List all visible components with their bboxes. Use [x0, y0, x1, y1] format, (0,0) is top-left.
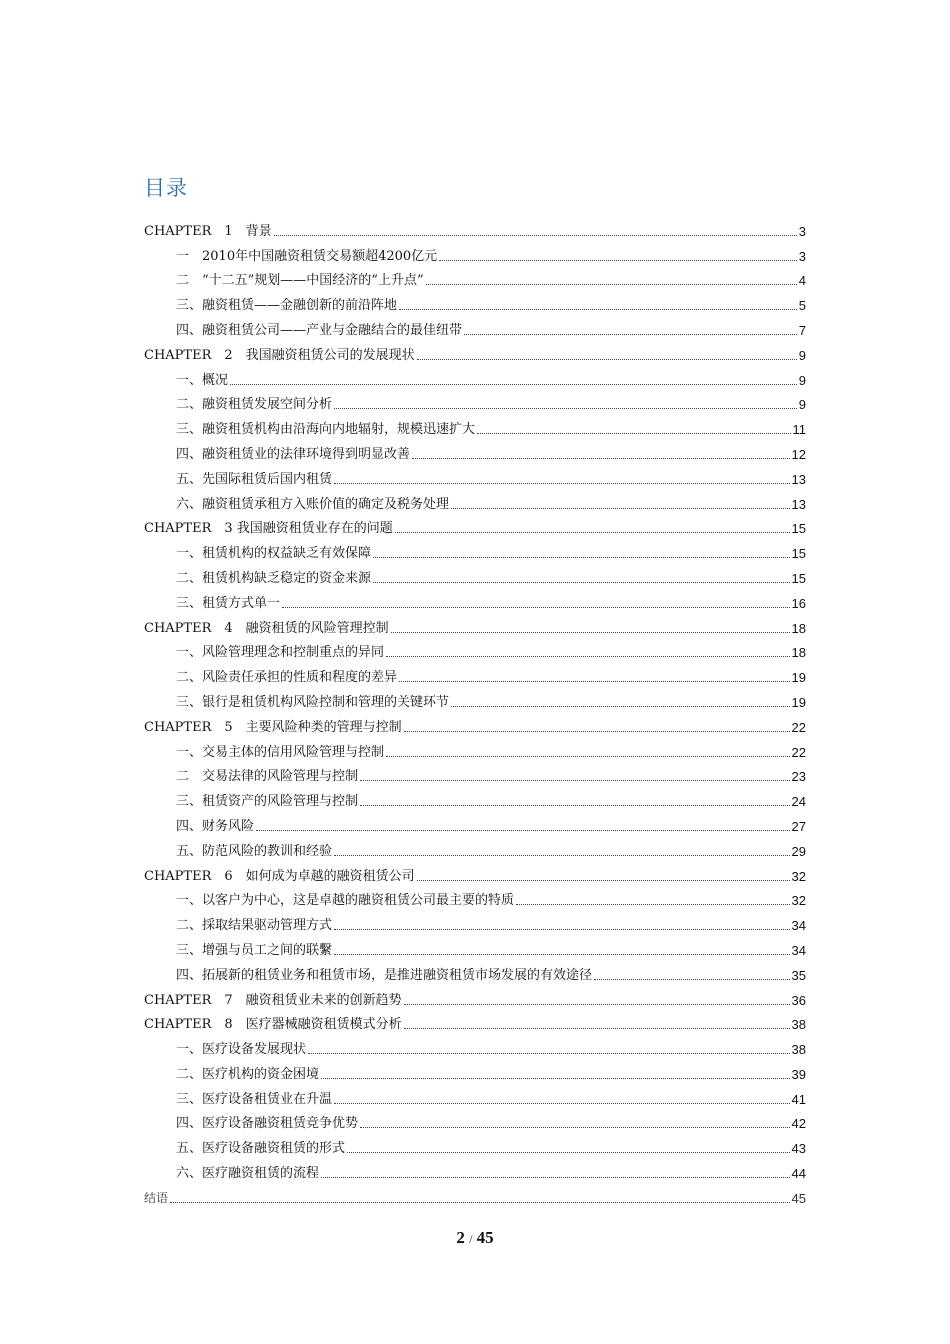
toc-page-number: 43 [791, 1141, 806, 1157]
toc-entry-label: CHAPTER 1 背景 [144, 223, 272, 239]
toc-dot-leader [360, 779, 790, 781]
toc-dot-leader [308, 1052, 790, 1054]
toc-section-row[interactable] [144, 736, 806, 761]
toc-section-row[interactable] [144, 1033, 806, 1058]
toc-entry-label: 二、融资租赁发展空间分析 [176, 397, 333, 413]
toc-dot-leader [334, 928, 790, 930]
toc-entry-label: 三、融资租赁机构由沿海向内地辐射，规模迅速扩大 [176, 422, 476, 438]
toc-page-number: 9 [798, 397, 806, 413]
toc-page-number: 23 [791, 769, 806, 785]
toc-chapter-row[interactable] [144, 339, 806, 364]
toc-section-row[interactable] [144, 835, 806, 860]
toc-dot-leader [391, 631, 790, 633]
toc-entry-label: 四、医疗设备融资租赁竞争优势 [176, 1116, 359, 1132]
toc-section-row[interactable] [144, 810, 806, 835]
toc-section-row[interactable] [144, 1157, 806, 1182]
toc-section-row[interactable] [144, 413, 806, 438]
toc-page-number: 3 [798, 248, 806, 264]
toc-dot-leader [417, 358, 797, 360]
toc-section-row[interactable] [144, 761, 806, 786]
toc-section-row[interactable] [144, 1058, 806, 1083]
toc-dot-leader [404, 1003, 790, 1005]
toc-page-number: 18 [791, 620, 806, 636]
toc-dot-leader [464, 333, 797, 335]
toc-entry-label: 三、银行是租赁机构风险控制和管理的关键环节 [176, 694, 450, 710]
toc-page-number: 41 [791, 1091, 806, 1107]
toc-page-number: 15 [791, 546, 806, 562]
toc-section-row[interactable] [144, 661, 806, 686]
toc-page-number: 18 [791, 645, 806, 661]
toc-entry-label: 四、融资租赁业的法律环境得到明显改善 [176, 446, 411, 462]
toc-dot-leader [412, 457, 790, 459]
toc-conclusion-row[interactable] [144, 1182, 806, 1207]
toc-page-number: 45 [791, 1190, 806, 1206]
toc-entry-label: 六、医疗融资租赁的流程 [176, 1166, 320, 1182]
toc-entry-label: 二 交易法律的风险管理与控制 [176, 769, 359, 785]
toc-dot-leader [439, 259, 797, 261]
toc-entry-label: 二、风险责任承担的性质和程度的差异 [176, 670, 398, 686]
toc-entry-label: 四、拓展新的租赁业务和租赁市场，是推进融资租赁市场发展的有效途径 [176, 967, 593, 983]
toc-dot-leader [170, 1201, 790, 1203]
toc-entry-label: CHAPTER 8 医疗器械融资租赁模式分析 [144, 1017, 402, 1033]
table-of-contents [144, 215, 806, 1207]
toc-chapter-row[interactable] [144, 1009, 806, 1034]
toc-heading: 目录 [144, 176, 188, 200]
toc-section-row[interactable] [144, 488, 806, 513]
toc-section-row[interactable] [144, 909, 806, 934]
toc-page-number: 16 [791, 595, 806, 611]
toc-page-number: 35 [791, 967, 806, 983]
toc-section-row[interactable] [144, 265, 806, 290]
toc-page-number: 3 [798, 223, 806, 239]
toc-section-row[interactable] [144, 686, 806, 711]
toc-entry-label: 一 2010年中国融资租赁交易额超4200亿元 [176, 248, 438, 264]
toc-entry-label: 一、医疗设备发展现状 [176, 1042, 307, 1058]
toc-entry-label: 结语 [144, 1190, 169, 1205]
toc-dot-leader [417, 879, 790, 881]
toc-dot-leader [399, 680, 790, 682]
toc-dot-leader [334, 1102, 790, 1104]
toc-entry-label: 二、租赁机构缺乏稳定的资金来源 [176, 570, 372, 586]
toc-section-row[interactable] [144, 240, 806, 265]
toc-dot-leader [347, 1151, 790, 1153]
toc-section-row[interactable] [144, 389, 806, 414]
toc-chapter-row[interactable] [144, 860, 806, 885]
toc-dot-leader [321, 1077, 790, 1079]
toc-section-row[interactable] [144, 885, 806, 910]
toc-entry-label: CHAPTER 3 我国融资租赁业存在的问题 [144, 521, 393, 537]
toc-page-number: 34 [791, 918, 806, 934]
toc-section-row[interactable] [144, 438, 806, 463]
toc-section-row[interactable] [144, 463, 806, 488]
toc-page-number: 15 [791, 521, 806, 537]
toc-entry-label: 四、财务风险 [176, 818, 255, 834]
toc-page-number: 9 [798, 347, 806, 363]
toc-dot-leader [404, 1027, 790, 1029]
toc-chapter-row[interactable] [144, 513, 806, 538]
page-separator: / [469, 1232, 473, 1246]
toc-entry-label: 二 “十二五”规划——中国经济的“上升点” [176, 273, 424, 289]
toc-page-number: 39 [791, 1066, 806, 1082]
toc-entry-label: 三、融资租赁——金融创新的前沿阵地 [176, 298, 398, 314]
toc-dot-leader [386, 755, 790, 757]
toc-entry-label: 五、防范风险的教训和经验 [176, 843, 333, 859]
toc-page-number: 9 [798, 372, 806, 388]
toc-dot-leader [230, 383, 797, 385]
toc-section-row[interactable] [144, 289, 806, 314]
toc-entry-label: 一、以客户为中心，这是卓越的融资租赁公司最主要的特质 [176, 893, 515, 909]
toc-page-number: 22 [791, 744, 806, 760]
toc-dot-leader [594, 978, 790, 980]
toc-section-row[interactable] [144, 959, 806, 984]
toc-dot-leader [334, 953, 790, 955]
toc-dot-leader [334, 854, 790, 856]
toc-section-row[interactable] [144, 637, 806, 662]
toc-entry-label: 一、租赁机构的权益缺乏有效保障 [176, 546, 372, 562]
toc-entry-label: CHAPTER 5 主要风险种类的管理与控制 [144, 719, 402, 735]
toc-entry-label: 三、增强与员工之间的联繫 [176, 942, 333, 958]
toc-section-row[interactable] [144, 1083, 806, 1108]
toc-dot-leader [477, 432, 790, 434]
toc-entry-label: CHAPTER 2 我国融资租赁公司的发展现状 [144, 347, 415, 363]
toc-page-number: 7 [798, 322, 806, 338]
toc-dot-leader [360, 804, 790, 806]
toc-entry-label: CHAPTER 6 如何成为卓越的融资租赁公司 [144, 868, 415, 884]
toc-page-number: 32 [791, 868, 806, 884]
toc-dot-leader [395, 531, 790, 533]
toc-section-row[interactable] [144, 364, 806, 389]
toc-section-row[interactable] [144, 1132, 806, 1157]
toc-page-number: 13 [791, 496, 806, 512]
toc-section-row[interactable] [144, 587, 806, 612]
toc-section-row[interactable] [144, 1108, 806, 1133]
toc-page-number: 29 [791, 843, 806, 859]
toc-dot-leader [334, 407, 797, 409]
toc-entry-label: 二、採取结果驱动管理方式 [176, 918, 333, 934]
toc-page-number: 44 [791, 1166, 806, 1182]
toc-entry-label: 四、融资租赁公司——产业与金融结合的最佳纽带 [176, 322, 463, 338]
toc-dot-leader [334, 482, 790, 484]
toc-page-number: 19 [791, 694, 806, 710]
toc-dot-leader [451, 507, 790, 509]
toc-dot-leader [516, 903, 790, 905]
toc-page-number: 38 [791, 1017, 806, 1033]
toc-section-row[interactable] [144, 314, 806, 339]
toc-dot-leader [373, 556, 790, 558]
toc-section-row[interactable] [144, 537, 806, 562]
toc-page-number: 27 [791, 818, 806, 834]
toc-page-number: 15 [791, 570, 806, 586]
toc-page-number: 22 [791, 719, 806, 735]
toc-chapter-row[interactable] [144, 612, 806, 637]
toc-entry-label: 一、风险管理理念和控制重点的异同 [176, 645, 385, 661]
page-current: 2 [456, 1228, 465, 1247]
toc-entry-label: 一、交易主体的信用风险管理与控制 [176, 744, 385, 760]
toc-entry-label: 五、医疗设备融资租赁的形式 [176, 1141, 346, 1157]
toc-page-number: 24 [791, 794, 806, 810]
toc-page-number: 5 [798, 298, 806, 314]
toc-entry-label: 三、医疗设备租赁业在升温 [176, 1091, 333, 1107]
toc-page-number: 34 [791, 942, 806, 958]
toc-dot-leader [399, 308, 797, 310]
toc-dot-leader [282, 606, 790, 608]
toc-section-row[interactable] [144, 934, 806, 959]
toc-chapter-row[interactable] [144, 215, 806, 240]
toc-page-number: 36 [791, 992, 806, 1008]
toc-entry-label: 三、租赁资产的风险管理与控制 [176, 794, 359, 810]
toc-page-number: 12 [791, 446, 806, 462]
page-total: 45 [476, 1228, 494, 1247]
toc-dot-leader [404, 730, 790, 732]
toc-entry-label: 三、租赁方式单一 [176, 595, 281, 611]
toc-entry-label: 五、先国际租赁后国内租赁 [176, 471, 333, 487]
toc-section-row[interactable] [144, 785, 806, 810]
toc-section-row[interactable] [144, 562, 806, 587]
toc-dot-leader [256, 829, 790, 831]
toc-entry-label: 二、医疗机构的资金困境 [176, 1066, 320, 1082]
toc-chapter-row[interactable] [144, 711, 806, 736]
toc-dot-leader [386, 655, 790, 657]
toc-page-number: 42 [791, 1116, 806, 1132]
toc-entry-label: CHAPTER 7 融资租赁业未来的创新趋势 [144, 992, 402, 1008]
page-number [0, 1228, 950, 1248]
toc-dot-leader [373, 581, 790, 583]
toc-page-number: 19 [791, 670, 806, 686]
toc-entry-label: 六、融资租赁承租方入账价值的确定及税务处理 [176, 496, 450, 512]
toc-chapter-row[interactable] [144, 984, 806, 1009]
toc-dot-leader [274, 234, 797, 236]
toc-page-number: 11 [792, 422, 806, 438]
toc-entry-label: CHAPTER 4 融资租赁的风险管理控制 [144, 620, 389, 636]
toc-dot-leader [360, 1126, 790, 1128]
toc-page-number: 4 [798, 273, 806, 289]
toc-page-number: 32 [791, 893, 806, 909]
toc-dot-leader [321, 1176, 790, 1178]
toc-entry-label: 一、概况 [176, 372, 229, 388]
toc-dot-leader [451, 705, 790, 707]
toc-dot-leader [426, 283, 797, 285]
toc-page-number: 13 [791, 471, 806, 487]
toc-page-number: 38 [791, 1042, 806, 1058]
